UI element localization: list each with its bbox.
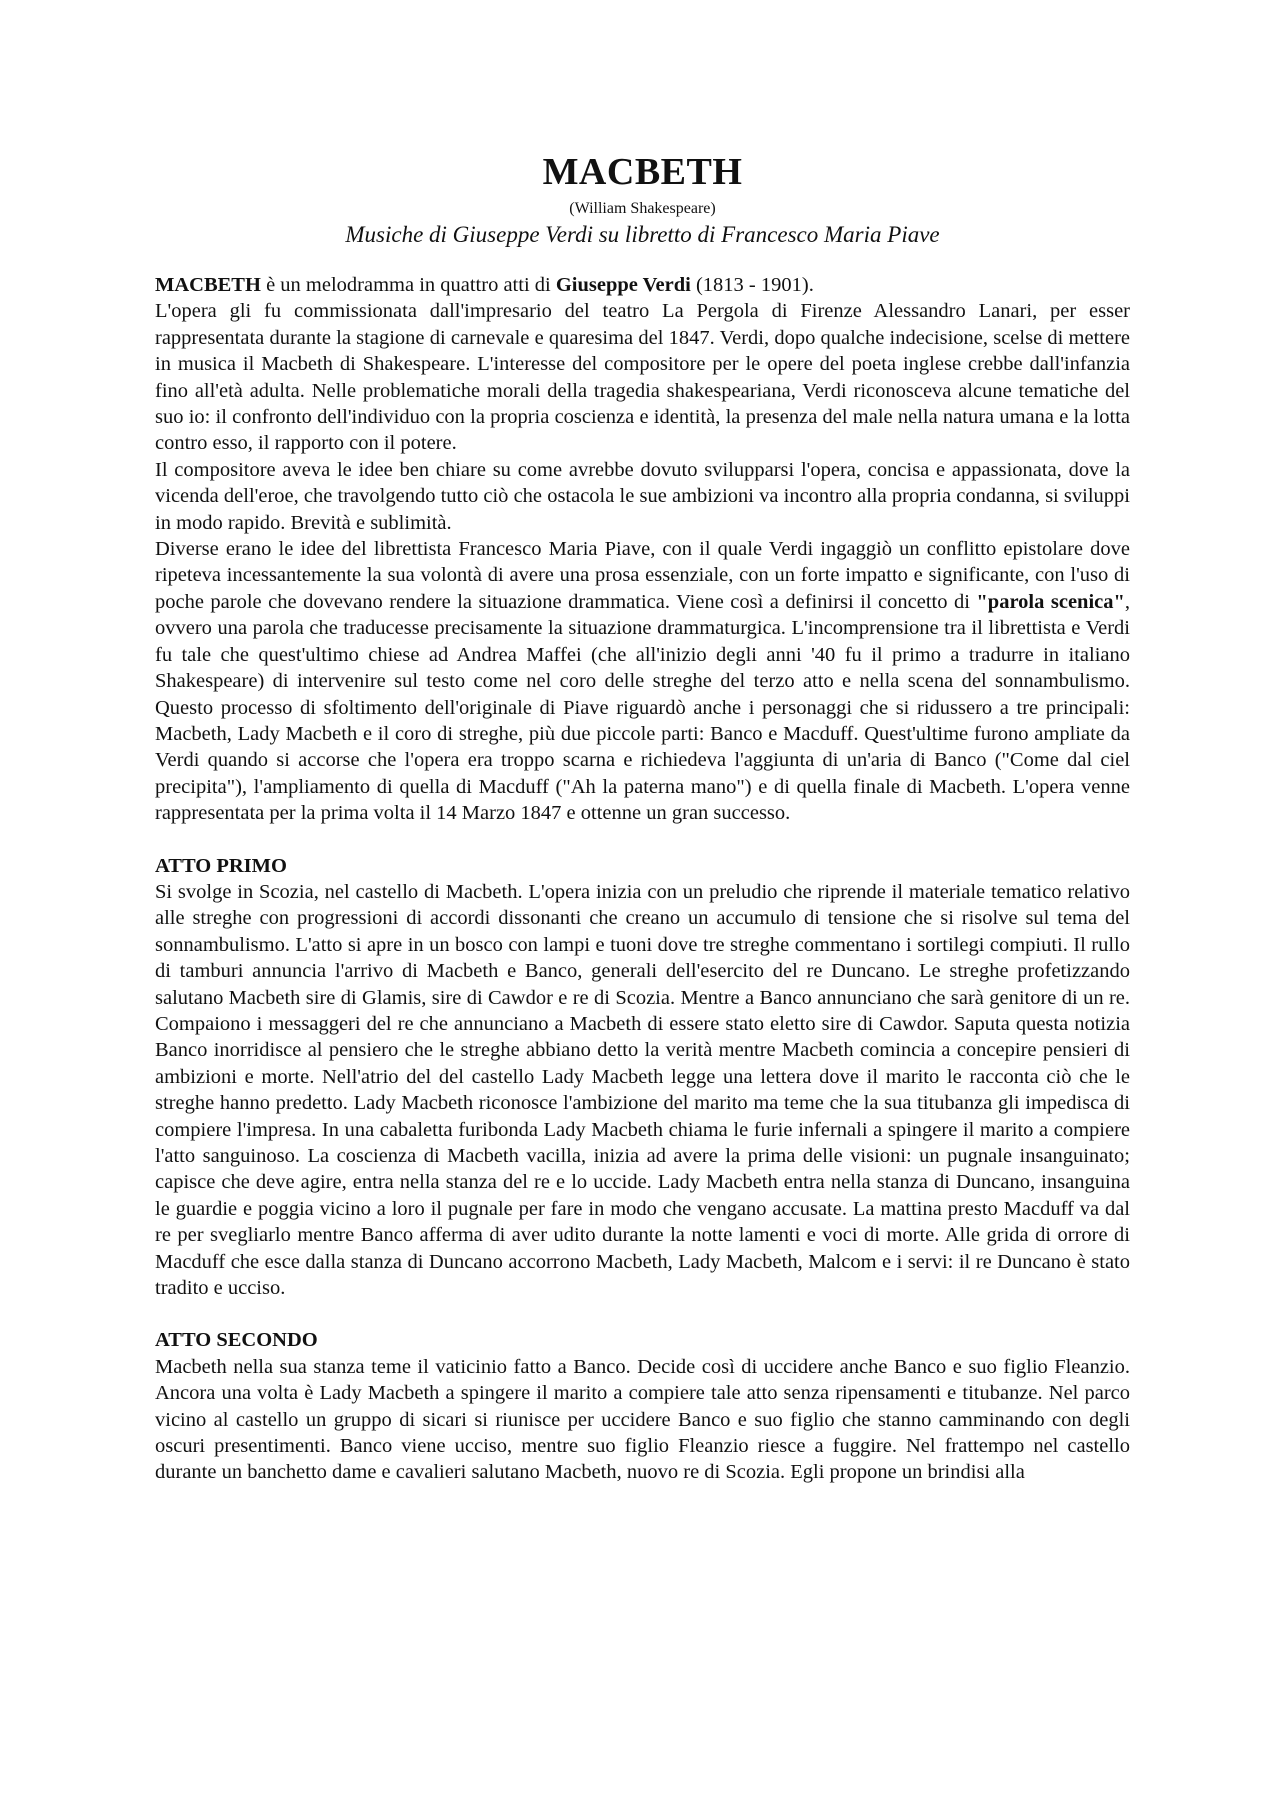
intro-text-a: è un melodramma in quattro atti di xyxy=(260,274,556,296)
intro-p4-bold: "parola scenica" xyxy=(976,590,1125,613)
section-heading-atto-secondo: ATTO SECONDO xyxy=(155,1329,318,1352)
document-author: (William Shakespeare) xyxy=(569,200,716,217)
intro-bold-macbeth: MACBETH xyxy=(155,274,261,296)
intro-p4-text-b: , ovvero una parola che traducesse precisamente la situazione drammaturgica. L'incomprensione tra il librettista e Verdi fu tale che quest'ultimo chiese ad Andrea Maffei (che all'inizio degli anni '40 fu il primo a tradurre in italiano Shakespeare) di intervenire sul testo come nel coro delle streghe del terzo atto e nella scena del sonnambulismo. Questo processo di sfoltimento dell'originale di Piave riguardò anche i personaggi che si ridussero a tre principali: Macbeth, Lady Macbeth e il coro di streghe, più due piccole parti: Banco e Macduff. Quest'ultime furono ampliate da Verdi quando si accorse che l'opera era troppo scarna e richiedeva l'aggiunta di un'aria di Banco ("Come dal ciel precipita"), l'ampliamento di quella di Macduff ("Ah la paterna mano") e di quella finale di Macbeth. L'opera venne rappresentata per la prima volta il 14 Marzo 1847 e ottenne un gran successo. xyxy=(155,590,1130,825)
document-page xyxy=(155,150,1130,1486)
section-text-atto-secondo: Macbeth nella sua stanza teme il vaticinio fatto a Banco. Decide così di uccidere anche Banco e suo figlio Fleanzio. Ancora una volta è Lady Macbeth a spingere il marito a compiere tale atto senza ripensamenti e titubanze. Nel parco vicino al castello un gruppo di sicari si riunisce per uccidere Banco e suo figlio che stanno camminando con degli oscuri presentimenti. Banco viene ucciso, mentre suo figlio Fleanzio riesce a fuggire. Nel frattempo nel castello durante un banchetto dame e cavalieri salutano Macbeth, nuovo re di Scozia. Egli propone un brindisi alla xyxy=(155,1355,1130,1484)
section-heading-atto-primo: ATTO PRIMO xyxy=(155,854,287,877)
intro-paragraph-2: L'opera gli fu commissionata dall'impresario del teatro La Pergola di Firenze Alessandro Lanari, per esser rappresentata durante la stagione di carnevale e quaresima del 1847. Verdi, dopo qualche indecisione, scelse di mettere in musica il Macbeth di Shakespeare. L'interesse del compositore per le opere del poeta inglese crebbe dall'infanzia fino all'età adulta. Nelle problematiche morali della tragedia shakespeariana, Verdi riconosceva alcune tematiche del suo io: il confronto dell'individuo con la propria coscienza e identità, la presenza del male nella natura umana e la lotta contro esso, il rapporto con il potere. xyxy=(155,300,1130,455)
intro-paragraph-4 xyxy=(155,536,1130,826)
document-title: MACBETH xyxy=(542,151,743,193)
intro-paragraph-1 xyxy=(155,272,1130,298)
section-text-atto-primo: Si svolge in Scozia, nel castello di Macbeth. L'opera inizia con un preludio che riprende il materiale tematico relativo alle streghe con progressioni di accordi dissonanti che creano un accumulo di tensione che si risolve sul tema del sonnambulismo. L'atto si apre in un bosco con lampi e tuoni dove tre streghe commentano i sortilegi compiuti. Il rullo di tamburi annuncia l'arrivo di Macbeth e Banco, generali dell'esercito del re Duncano. Le streghe profetizzando salutano Macbeth sire di Glamis, sire di Cawdor e re di Scozia. Mentre a Banco annunciano che sarà genitore di un re. Compaiono i messaggeri del re che annunciano a Macbeth di essere stato eletto sire di Cawdor. Saputa questa notizia Banco inorridisce al pensiero che le streghe abbiano detto la verità mentre Macbeth comincia a concepire pensieri di ambizioni e morte. Nell'atrio del del castello Lady Macbeth legge una lettera dove il marito le racconta ciò che le streghe hanno predetto. Lady Macbeth riconosce l'ambizione del marito ma teme che la sua titubanza gli impedisca di compiere l'impresa. In una cabaletta furibonda Lady Macbeth chiama le furie infernali a spingere il marito a compiere l'atto sanguinoso. La coscienza di Macbeth vacilla, inizia ad avere la prima delle visioni: un pugnale insanguinato; capisce che deve agire, entra nella stanza del re e lo uccide. Lady Macbeth entra nella stanza di Duncano, insanguina le guardie e poggia vicino a loro il pugnale per fare in modo che vengano accusate. La mattina presto Macduff va dal re per svegliarlo mentre Banco afferma di aver udito durante la notte lamenti e voci di morte. Alle grida di orrore di Macduff che esce dalla stanza di Duncano accorrono Macbeth, Lady Macbeth, Malcom e i servi: il re Duncano è stato tradito e ucciso. xyxy=(155,880,1130,1300)
intro-p4-text-a: Diverse erano le idee del librettista Francesco Maria Piave, con il quale Verdi ingaggiò un conflitto epistolare dove ripeteva incessantemente la sua volontà di avere una prosa essenziale, con un forte impatto e significante, con l'uso di poche parole che dovevano rendere la situazione drammatica. Viene così a definirsi il concetto di xyxy=(155,538,1130,613)
intro-bold-verdi: Giuseppe Verdi xyxy=(555,274,691,296)
intro-text-b: (1813 - 1901). xyxy=(690,274,814,296)
document-subtitle: Musiche di Giuseppe Verdi su libretto di Francesco Maria Piave xyxy=(345,222,940,247)
intro-paragraph-3: Il compositore aveva le idee ben chiare su come avrebbe dovuto svilupparsi l'opera, concisa e appassionata, dove la vicenda dell'eroe, che travolgendo tutto ciò che ostacola le sue ambizioni va incontro alla propria condanna, si sviluppi in modo rapido. Brevità e sublimità. xyxy=(155,458,1130,534)
